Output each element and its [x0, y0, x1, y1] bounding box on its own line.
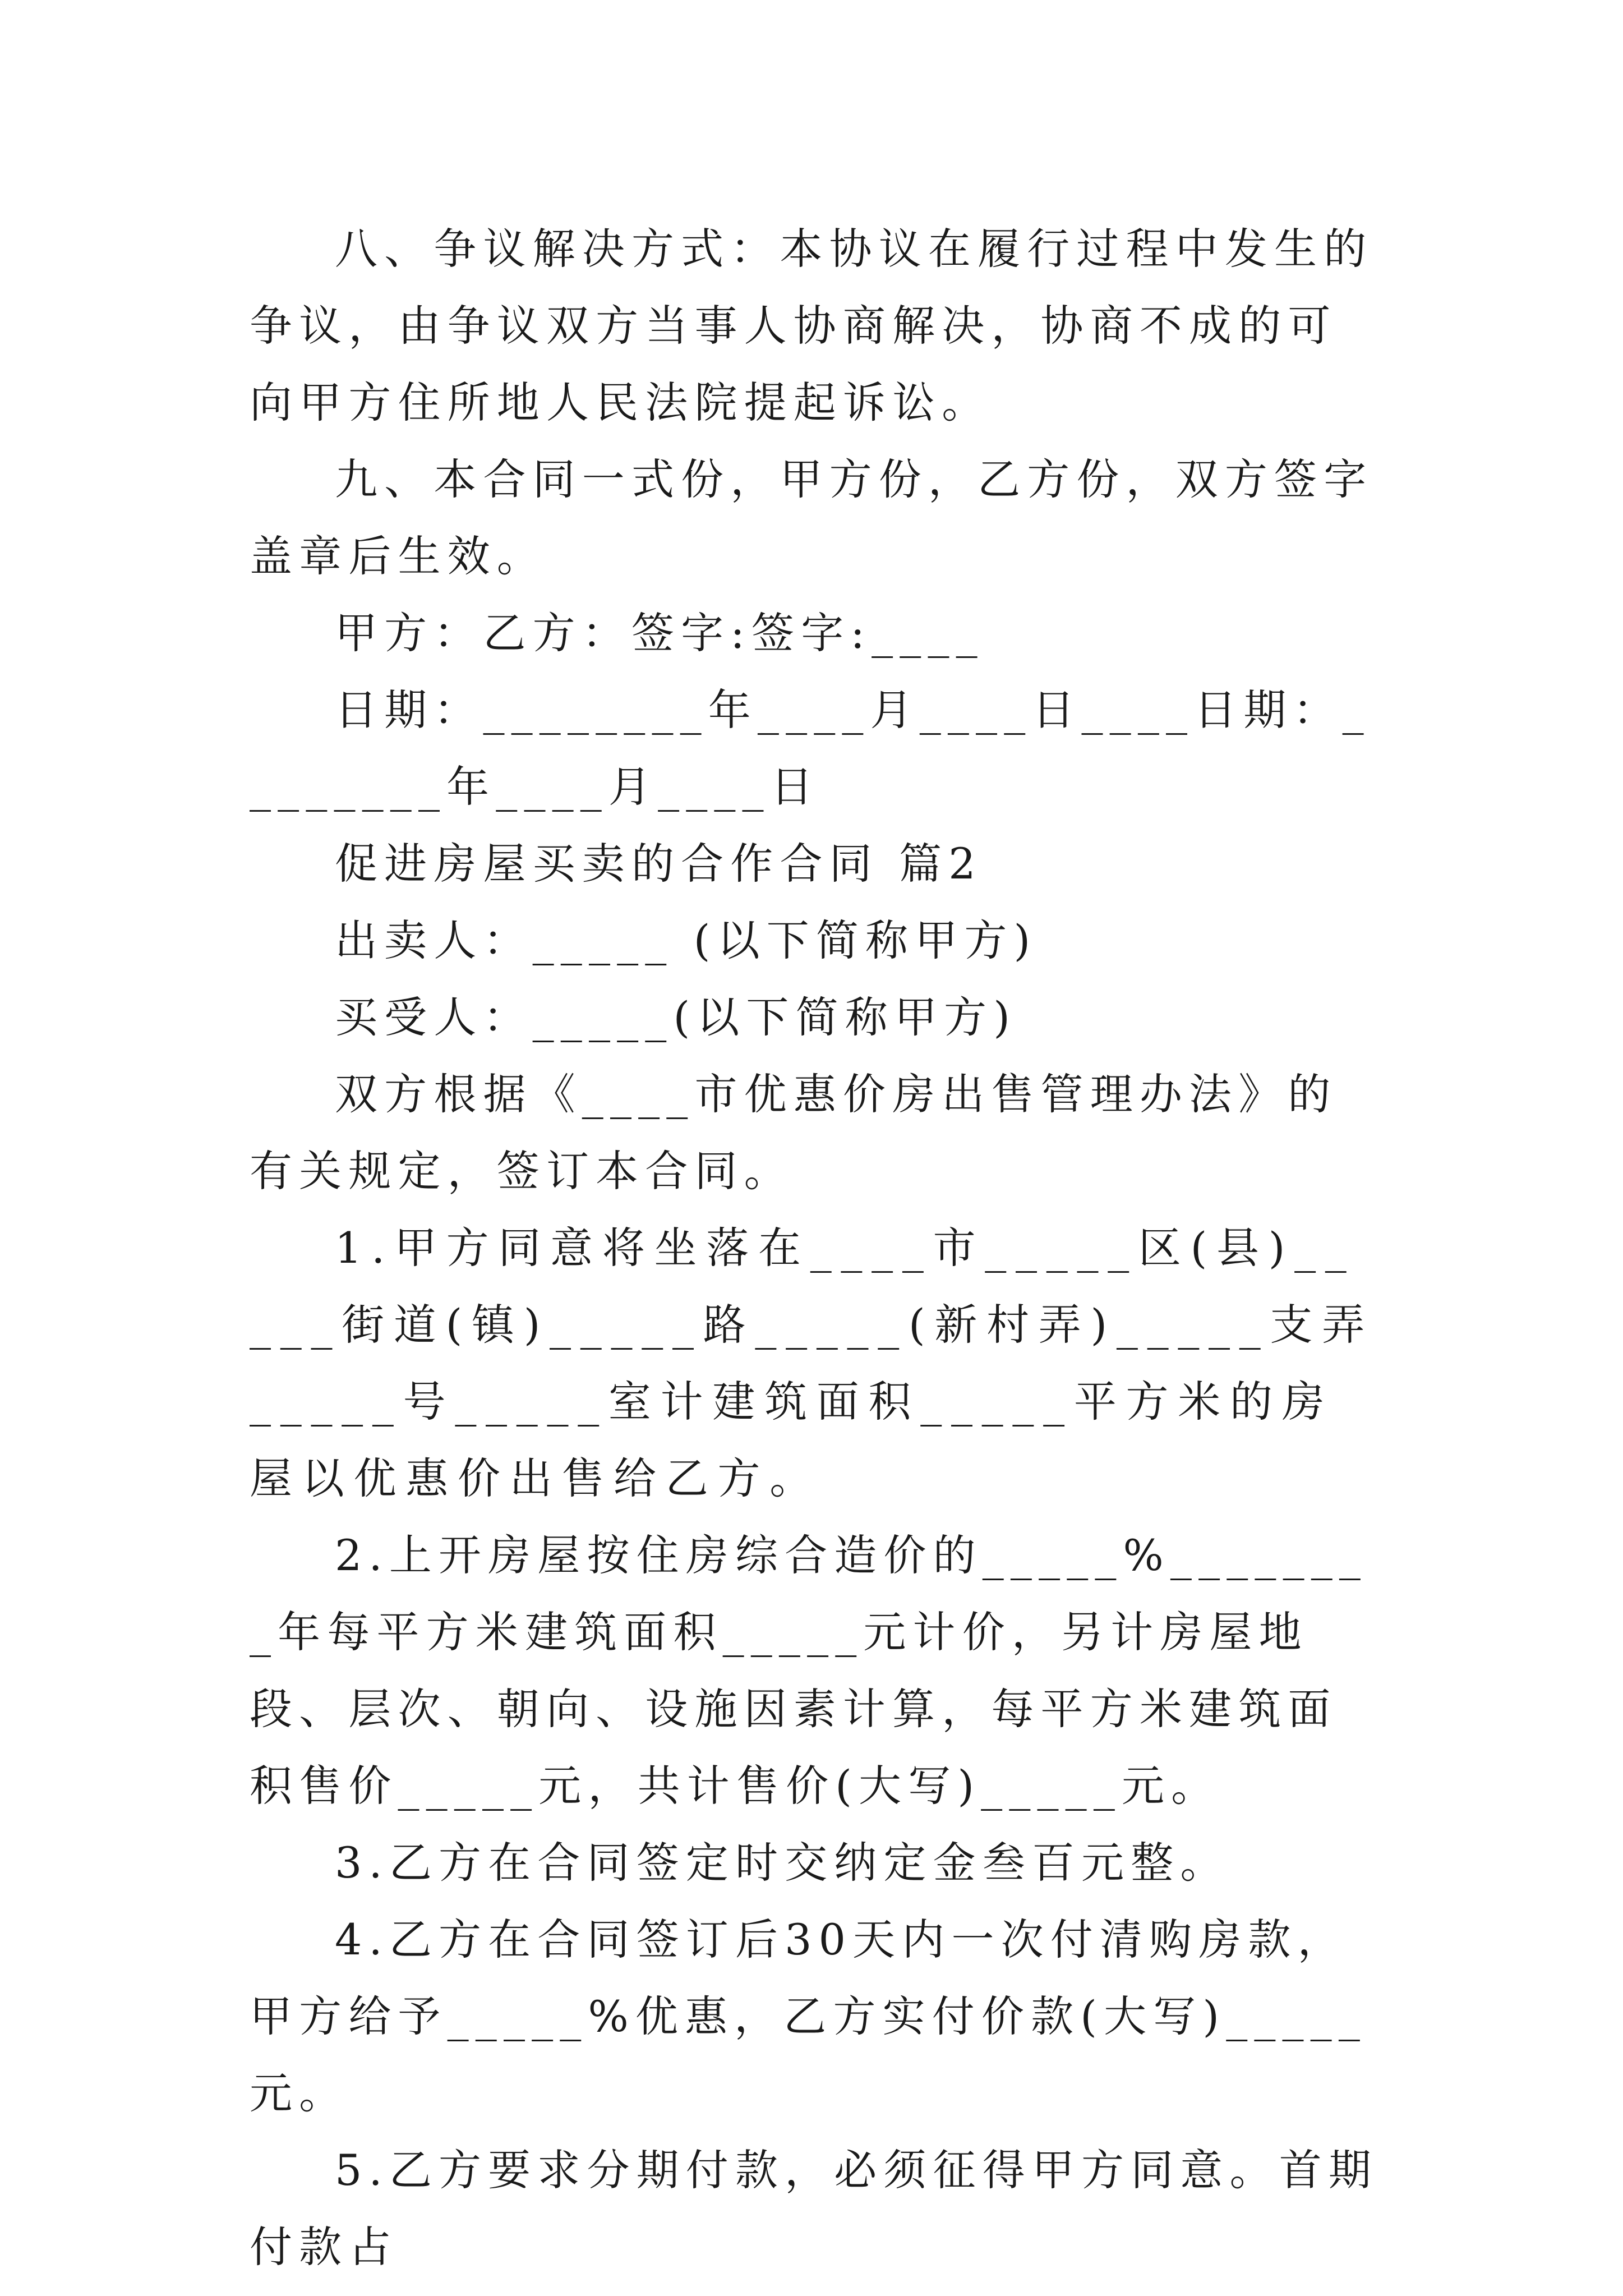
date-line: 日期：________年____月____日____日期：________年____月____日	[250, 685, 1371, 812]
clause-2-price: 2.上开房屋按住房综合造价的_____%________年每平方米建筑面积_____元计价，另计房屋地段、层次、朝向、设施因素计算，每平方米建筑面积售价_____元，共计售价(大写)_____元。	[250, 1530, 1368, 1811]
buyer-line: 买受人：_____(以下简称甲方)	[335, 992, 1017, 1042]
clause-5-installment: 5.乙方要求分期付款，必须征得甲方同意。首期付款占	[250, 2145, 1378, 2272]
section-title: 促进房屋买卖的合作合同 篇2	[335, 839, 983, 889]
clause-4-payment: 4.乙方在合同签订后30天内一次付清购房款，甲方给予_____%优惠，乙方实付价款(大写)_____元。	[250, 1915, 1367, 2118]
signature-line: 甲方：乙方：签字:签字:____	[335, 608, 984, 658]
document-body	[250, 210, 1380, 2285]
clause-9-copies: 九、本合同一式份，甲方份，乙方份，双方签字盖章后生效。	[250, 454, 1373, 581]
seller-line: 出卖人：_____ (以下简称甲方)	[335, 915, 1038, 965]
clause-1-property: 1.甲方同意将坐落在____市_____区(县)_____街道(镇)_____路_____(新村弄)_____支弄_____号_____室计建筑面积_____平方米的房屋以优惠价出售给乙方。	[250, 1223, 1374, 1503]
contract-basis: 双方根据《____市优惠价房出售管理办法》的有关规定，签订本合同。	[250, 1069, 1338, 1196]
clause-3-deposit: 3.乙方在合同签定时交纳定金叁百元整。	[335, 1838, 1230, 1888]
clause-8-dispute-resolution: 八、争议解决方式：本协议在履行过程中发生的争议，由争议双方当事人协商解决，协商不成的可向甲方住所地人民法院提起诉讼。	[250, 224, 1373, 427]
